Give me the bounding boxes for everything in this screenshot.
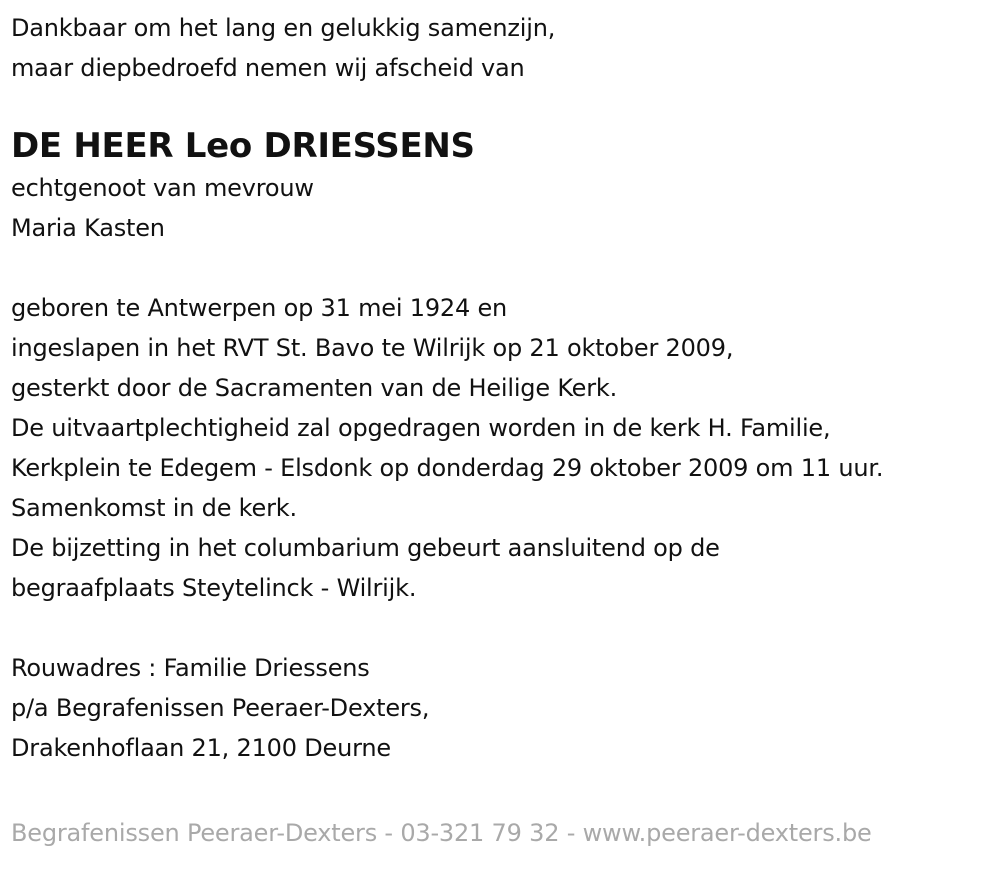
details-line: Kerkplein te Edegem - Elsdonk op donderdag 29 oktober 2009 om 11 uur. [11,454,884,482]
spouse-section [11,168,996,248]
intro-line: maar diepbedroefd nemen wij afscheid van [11,54,525,82]
spacer [11,608,996,648]
footer-contact: Begrafenissen Peeraer-Dexters - 03-321 79 32 - www.peeraer-dexters.be [11,819,872,847]
intro-line: Dankbaar om het lang en gelukkig samenzijn, [11,14,556,42]
obituary-notice [11,8,996,768]
details-line: De bijzetting in het columbarium gebeurt aansluitend op de [11,534,720,562]
intro-section [11,8,996,88]
spouse-line: Maria Kasten [11,214,165,242]
details-line: Samenkomst in de kerk. [11,494,297,522]
spacer [11,248,996,288]
address-section [11,648,996,768]
address-line: Rouwadres : Familie Driessens [11,654,370,682]
details-line: ingeslapen in het RVT St. Bavo te Wilrijk op 21 oktober 2009, [11,334,734,362]
address-line: p/a Begrafenissen Peeraer-Dexters, [11,694,430,722]
details-line: begraafplaats Steytelinck - Wilrijk. [11,574,417,602]
details-section [11,288,996,608]
details-line: gesterkt door de Sacramenten van de Heilige Kerk. [11,374,618,402]
details-line: geboren te Antwerpen op 31 mei 1924 en [11,294,508,322]
details-line: De uitvaartplechtigheid zal opgedragen worden in de kerk H. Familie, [11,414,831,442]
address-line: Drakenhoflaan 21, 2100 Deurne [11,734,391,762]
spouse-line: echtgenoot van mevrouw [11,174,314,202]
deceased-name: DE HEER Leo DRIESSENS [11,126,475,166]
